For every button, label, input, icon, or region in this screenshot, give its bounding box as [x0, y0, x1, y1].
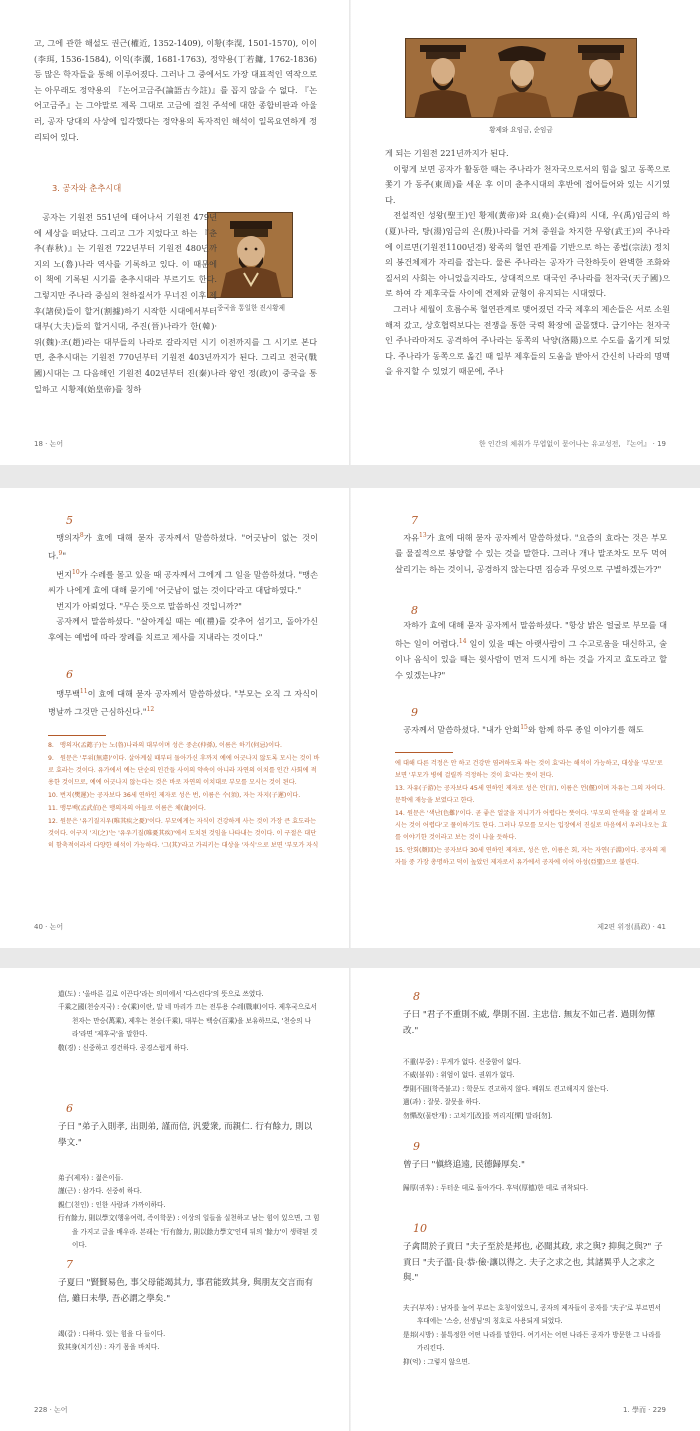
footnote-14: 14. 원문은 '색난(色難)'이다. 곧 좋은 얼굴을 지니기가 어렵다는 뜻이다. '부모의 안색을 잘 살펴서 모시는 것이 어렵다'고 풀이하기도 한다. 그러나 부모를 모시는 입장에서 진실로 마음에서 우러나오는 효를 이야기한 것이라고 보는 것이 나을 듯하다.	[395, 810, 668, 841]
footnote-11: 11. 맹무백(孟武伯)은 맹의자의 아들로 이름은 체(彘)이다.	[48, 805, 206, 812]
page-40	[0, 488, 349, 948]
entry-5-p3: 번지가 아뢰었다. "무슨 뜻으로 말씀하신 것입니까?"	[56, 600, 242, 611]
book-spread-2	[0, 488, 700, 948]
footnote-marker: 15	[520, 724, 528, 731]
entry-5-p1: 맹의자$^8$가 효에 대해 묻자 공자께서 말씀하셨다. "어긋남이 없는 것이다.$^9$"	[48, 532, 318, 562]
page-18	[0, 0, 349, 465]
entry-7-text	[395, 528, 667, 578]
footnotes	[48, 740, 320, 853]
footnote-9: 9. 원문은 '무위(無違)'이다. 살아계실 때부터 돌아가신 후까지 예에 어긋나지 않도록 모시는 것이 바로 효라는 것이다. 유가에서 예는 단순의 인간들 사이의 약속이 아니라 자연의 이치를 인간 사회에 적용한 것이므로, 예에 어긋나지 않는다는 것은 바로 자연의 이치대로 부모를 모시는 것이 된다.	[48, 755, 320, 786]
entry-9-text	[395, 720, 667, 738]
page-19-body: 게 되는 기원전 221년까지가 된다. 이렇게 보면 공자가 활동한 때는 주나라가 천자국으로서의 힘을 잃고 동쪽으로 쫓기 가 동주(東周)를 세운 후 이미 춘추시대의 후반에 접어들어와 있는 시기였다. 전설적인 성왕(聖王)인 황제(黃帝)와 요(堯)·순(舜)의 시대, 우(禹)임금의 하(夏)나라, 탕(湯)임금의 은(殷)나라를 거쳐 중원을 차지한 무왕(武王)의 주나라에 이르면(기원전1100년경) 왕족의 혈연 관계를 기반으로 하는 종법(宗法) 정치의 봉건체제가 자리를 잡는다. 물론 주나라는 공자가 극찬하듯이 완벽한 조화와 질서의 사회는 아니었을지라도, 상대적으로 대국인 주나라를 천자국(天子國)으로 하여 각 제후국들 사이에 견제와 균형이 유지되는 시대였다. 그러나 세월이 흐름수록 혈연관계로 맺어졌던 각국 제후의 제손들은 서로 소원해져 갔고, 상호협력보다는 전쟁을 통한 국력 확장에 골몰했다. 급기야는 천자국인 주나라마저도 공격하여 주나라는 동쪽의 낙양(洛陽)으로 수도를 옮기게 되었다. 주나라가 동쪽으로 옮긴 때 일부 제후들의 도움을 받아서 간신히 나라의 명맥을 유지할 수 있었기 때문에, 주나	[385, 148, 670, 377]
intro-paragraph: 고, 그에 관한 해설도 권근(權近, 1352-1409), 이황(李滉, 1501-1570), 이이(李珥, 1536-1584), 이익(李瀷, 1681-1763), 정약용(丁若鏞, 1762-1836) 등 많은 학자들을 통해 이루어졌다. 그러나 그 중에서도 가장 대표적인 역작으로는 아무래도 정약용의 『논어고금주(論語古今註)』를 꼽지 않을 수 없다. 『논어고금주』는 그야말로 제목 그대로 고금에 걸친 주석에 대한 종합비판과 아울러, 공자 당대의 사상에 입각했다는 정약용의 독자적인 해석이 일목요연하게 정리되어 있다.	[34, 38, 317, 142]
entry-number: 9	[413, 1140, 420, 1153]
book-spread-3	[0, 968, 700, 1431]
classic-text-9: 曾子曰 "愼終追遠, 民德歸厚矣."	[403, 1160, 525, 1170]
classic-text-8: 子曰 "君子不重則不威, 學則不固. 主忠信. 無友不如己者. 過則勿憚改."	[403, 1010, 655, 1036]
footnote-13: 13. 자유(子游)는 공자보다 45세 연하인 제자로 성은 언(言), 이름은 언(偃)이며 자유는 그의 자이다. 문학에 재능을 보였다고 한다.	[395, 785, 665, 804]
page-number: 18 · 논어	[34, 440, 64, 448]
page-228	[0, 968, 349, 1431]
entry-number: 9	[411, 706, 418, 719]
entry-number: 7	[411, 514, 418, 527]
page-number: 40 · 논어	[34, 923, 64, 931]
page-number: 한 인간의 체취가 무엽없이 묻어나는 유교성전, 『논어』 · 19	[478, 440, 666, 448]
page-number: 228 · 논어	[34, 1406, 68, 1414]
entry-number: 6	[66, 668, 73, 681]
spread-separator	[0, 948, 700, 968]
footnote-marker: 10	[72, 568, 80, 576]
entry-9-p1: 공자께서 말씀하셨다. "내가 안회$^{15}$와 함께 하루 종일 이야기를 해도	[403, 724, 644, 735]
entry-5-text	[48, 528, 318, 645]
page-19	[351, 0, 700, 465]
classic-text-7: 子夏曰 "賢賢易色, 事父母能竭其力, 事君能致其身, 與朋友交言而有信, 雖曰未學, 吾必謂之學矣."	[58, 1278, 314, 1304]
glossary-6: 弟子(제자) : 젊은이들. 謹(근) : 삼가다. 신중히 하다. 親仁(친인) : 인한 사람과 가까이하다. 行有餘力, 則以學文(행유여력, 즉이학문) : 이상의 일들을 실천하고 남는 힘이 있으면, 그 힘을 가지고 글을 배우라. 본래는 '行有餘力, 則以餘力學文'인데 뒤의 '餘力'이 생략된 것이다.	[58, 1174, 320, 1250]
page-229	[351, 968, 700, 1431]
top-glossary: 道(도) : '올바른 길로 이끈다'라는 의미에서 '다스린다'의 뜻으로 쓰였다. 千乘之國(천승지국) : 승(乘)이란, 말 네 마리가 끄는 전투용 수레(戰車)이다. 제후국으로서 천자는 만승(萬乘), 제후는 천승(千乘), 대부는 백승(百乘)을 보유하므로, '천승의 나라'라면 '제후국'을 말한다. 敬(경) : 신중하고 경건하다. 공경스럽게 하다.	[58, 990, 317, 1052]
entry-number: 8	[411, 604, 418, 617]
three-sages-illustration	[406, 39, 637, 118]
entry-number: 7	[66, 1258, 73, 1271]
footnote-10: 10. 번지(樊遲)는 공자보다 36세 연하인 제자로 성은 번, 이름은 수(須), 자는 자지(子遲)이다.	[48, 792, 301, 799]
entry-7-p1: 자유$^{13}$가 효에 대해 묻자 공자께서 말씀하셨다. "요즘의 효라는 것은 부모를 물질적으로 봉양할 수 있는 것을 말한다. 그러나 개나 말조차도 모두 먹여 살리기는 하는 것이니, 공경하지 않는다면 짐승과 무엇으로 구별하겠는가?"	[395, 532, 667, 574]
footnote-marker: 14	[458, 637, 467, 645]
glossary-10: 夫子(부자) : 남자를 높여 부르는 호칭이었으니, 공자의 제자들이 공자를 '夫子'로 부르면서 후대에는 '스승, 선생님'의 칭호로 사용되게 되었다. 是邦(시방) : 불특정한 어떤 나라를 말한다. 여기서는 어떤 나라든 공자가 방문한 그 나라를 가리킨다. 抑(억) : 그렇지 않으면.	[403, 1304, 661, 1366]
footnote-12-continued: 에 대해 다른 걱정은 안 하고 건강만 염려하도록 하는 것이 효'라는 해석이 가능하고, 대상을 '부모'로 보면 '부모가 병에 걸릴까 걱정하는 것이 효'라는 뜻이 된다.	[395, 760, 663, 779]
footnote-marker: 12	[146, 706, 155, 714]
page-number: 제2편 위정(爲政) · 41	[597, 923, 666, 931]
three-sages-portrait	[405, 38, 637, 118]
book-spread-1	[0, 0, 700, 465]
footnote-8: 8. 맹의자(孟懿子)는 노(魯)나라의 대부이며 성은 중손(仲孫), 이름은 하기(何忌)이다.	[48, 742, 283, 749]
glossary-8: 不重(부중) : 무게가 없다. 신중함이 없다. 不威(불위) : 위엄이 없다. 권위가 없다. 學則不固(학즉불고) : 학문도 견고하지 않다. 배워도 견고해지지 않는다. 過(과) : 잘못. 잘못을 하다. 勿憚改(물탄개) : 고치기[改]를 꺼리지[憚] 말라[勿].	[403, 1058, 609, 1120]
footnote-12: 12. 원문은 '유기질지우(唯其疾之憂)'이다. 부모에게는 자식이 건강하게 사는 것이 가장 큰 효도라는 것이다. 이구지 '지(之)'는 '유우기질(唯憂其疾)'에서 도치된 것임을 나타내는 것이다. 이 구절은 대단히 함축적이라서 다양한 해석이 가능하다. '그(其)'라고 가리키는 대상을 '자식'으로 보면 '부모가 자식	[48, 818, 319, 849]
entry-5-p4: 공자께서 말씀하셨다. "살아계실 때는 예(禮)를 갖추어 섬기고, 돌아가신 후에는 예법에 따라 장례를 치르고 제사를 지내라는 것이다."	[48, 616, 318, 642]
page-41	[351, 488, 700, 948]
footnote-marker: 8	[79, 532, 84, 539]
entry-6-text	[48, 684, 318, 721]
classic-text-10: 子禽問於子貢曰 "夫子至於是邦也, 必聞其政, 求之與? 抑與之與?" 子貢曰 "夫子溫·良·恭·儉·讓以得之. 夫子之求之也, 其諸異乎人之求之與."	[403, 1242, 663, 1283]
entry-number: 8	[413, 990, 420, 1003]
entry-5-p2: 번지$^{10}$가 수레를 몰고 있을 때 공자께서 그에게 그 일을 말씀하셨다. "맹손씨가 나에게 효에 대해 묻기에 '어긋남이 없는 것이다'라고 대답하였다."	[48, 568, 318, 595]
footnote-rule	[48, 735, 106, 736]
section-title: 3. 공자와 춘추시대	[52, 183, 122, 193]
entry-8-p1: 자하가 효에 대해 묻자 공자께서 말씀하셨다. "항상 밝은 얼굴로 부모를 대하는 일이 어렵다.$^{14}$ 일이 있을 때는 아랫사람이 그 수고로움을 대신하고, 술이나 음식이 있을 때는 윗사람이 먼저 드시게 하는 것을 가지고 효도라고 할 수 있겠는냐?"	[395, 620, 667, 680]
entry-number: 6	[66, 1102, 73, 1115]
spread-separator	[0, 465, 700, 488]
page-number: 1. 學而 · 229	[623, 1406, 666, 1414]
footnote-marker: 9	[58, 550, 63, 558]
glossary-7: 竭(갈) : 다하다. 있는 힘을 다 들이다. 致其身(치기신) : 자기 몸을 바치다.	[58, 1330, 166, 1352]
sages-caption: 황제와 요임금, 순임금	[489, 126, 553, 134]
portrait-caption: 중국을 통일한 진시황제	[217, 304, 285, 312]
entry-6-p1: 맹무백$^{11}$이 효에 대해 묻자 공자께서 말씀하셨다. "부모는 오직 그 자식이 병날까 그것만 근심하신다."$^{12}$	[48, 688, 318, 718]
footnote-marker: 11	[79, 688, 88, 695]
footnotes	[395, 758, 669, 870]
footnote-15: 15. 안회(顏回)는 공자보다 30세 연하인 제자로, 성은 안, 이름은 회, 자는 자연(子淵)이다. 공자의 제자들 중 가장 총명하고 덕이 높았던 제자로서 유가에서 공자에 이어 아성(亞聖)으로 불린다.	[395, 847, 667, 866]
footnote-marker: 13	[419, 532, 427, 539]
classic-text-6: 子曰 "弟子入則孝, 出則弟, 謹而信, 汎愛衆, 而親仁. 行有餘力, 則以學文."	[58, 1122, 313, 1148]
entry-number: 10	[413, 1222, 427, 1235]
section-paragraph: 공자는 기원전 551년에 태어나서 기원전 479년에 세상을 떠났다. 그리고 그가 지었다고 하는 『춘추(春秋)』는 기원전 722년부터 기원전 480년까지의 노(魯)나라 역사를 기록하고 있다. 이 때문에 이 책에 기록된 시기를 춘추시대라 부르기도 한다. 그렇지만 주나라 중심의 천하질서가 무너진 이후 제후(諸侯)들이 할거(割據)하기 시작한 시대에서부터 대부(大夫)들의 할거시대, 주진(晉)나라가 한(韓)·위(魏)·조(趙)라는 대부들의 나라로 갈라지던 시기 이전까지를 그 시기로 본다면, 춘추시대는 기원전 770년부터 기원전 403년까지가 된다. 그리고 전국(戰國)시대는 그 다음해인 기원전 402년부터 진(秦)나라 왕인 정(政)이 중국을 통일하고 시황제(始皇帝)를 칭하	[34, 212, 317, 394]
entry-8-text	[395, 618, 667, 683]
glossary-9: 歸厚(귀후) : 두터운 데로 돌아가다. 후덕(厚德)한 데로 귀착되다.	[403, 1184, 589, 1192]
entry-number: 5	[66, 514, 73, 527]
footnote-rule	[395, 752, 453, 753]
